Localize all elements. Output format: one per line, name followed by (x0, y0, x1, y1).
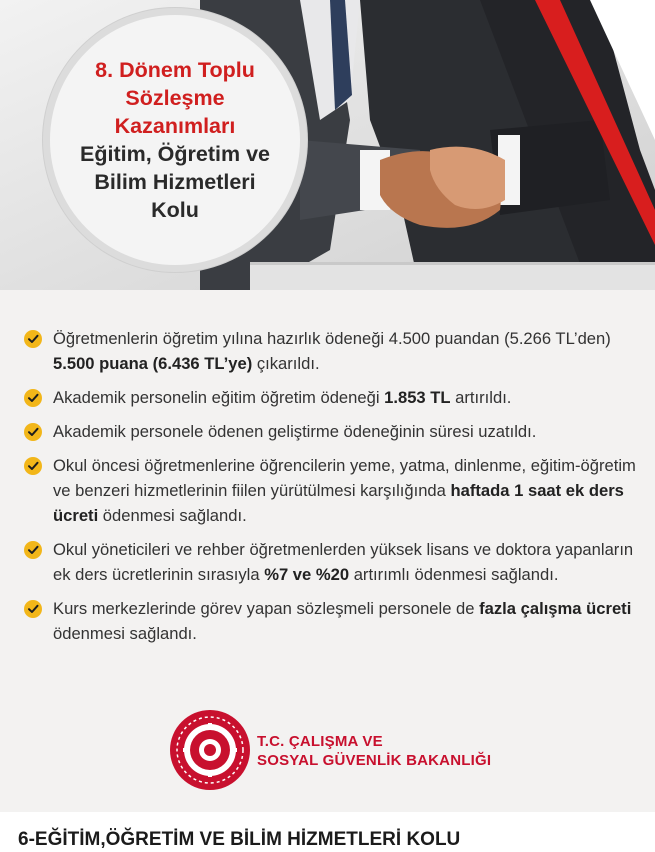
item-text-end: çıkarıldı. (252, 354, 320, 373)
item-text: Okul yöneticileri ve rehber öğretmenlerden yüksek lisans ve doktora yapanların ek ders ücretlerinin sırasıyla (53, 540, 634, 584)
title-dark-line-3: Kolu (151, 198, 199, 222)
item-text: Öğretmenlerin öğretim yılına hazırlık ödeneği 4.500 puandan (5.266 TL’den) (53, 329, 611, 348)
item-bold: 5.500 puana (6.436 TL’ye) (53, 354, 253, 373)
hero-banner (0, 0, 655, 290)
item-bold: %7 ve %20 (264, 565, 350, 584)
check-icon (24, 600, 42, 618)
item-text: Okul öncesi öğretmenlerine öğrencilerin yeme, yatma, dinlenme, eğitim-öğretim ve benzeri hizmetlerinin fiilen yürütülmesi karşılığında (53, 456, 636, 500)
ministry-name-line-2: SOSYAL GÜVENLİK BAKANLIĞI (257, 752, 492, 769)
achievements-list (22, 326, 642, 655)
item-text: Akademik personelin eğitim öğretim ödeneği (53, 388, 385, 407)
list-item (22, 537, 642, 587)
item-text-end: artırıldı. (450, 388, 512, 407)
check-icon (24, 330, 42, 348)
ministry-emblem-icon (168, 708, 252, 792)
check-icon (24, 423, 42, 441)
title-badge (43, 8, 307, 272)
list-item (22, 419, 642, 444)
list-item (22, 326, 642, 376)
ministry-name (257, 732, 491, 770)
title-red-line-2: Sözleşme (125, 86, 225, 110)
check-icon (24, 389, 42, 407)
item-text-end: ödenmesi sağlandı. (98, 506, 247, 525)
title-dark-line-1: Eğitim, Öğretim ve (80, 142, 270, 166)
section-heading: 6-EĞİTİM,ÖĞRETİM VE BİLİM HİZMETLERİ KOLU (18, 829, 461, 850)
list-item (22, 385, 642, 410)
item-text: Akademik personele ödenen geliştirme ödeneğinin süresi uzatıldı. (53, 422, 537, 441)
item-text-end: ödenmesi sağlandı. (53, 624, 197, 643)
list-item (22, 596, 642, 646)
title-red-line-1: 8. Dönem Toplu (95, 58, 255, 82)
item-bold: fazla çalışma ücreti (479, 599, 632, 618)
item-bold: haftada 1 saat ek ders ücreti (53, 481, 624, 525)
item-text-end: artırımlı ödenmesi sağlandı. (349, 565, 559, 584)
check-icon (24, 541, 42, 559)
item-bold: 1.853 TL (384, 388, 451, 407)
check-icon (24, 457, 42, 475)
list-item (22, 453, 642, 528)
title-red-line-3: Kazanımları (114, 114, 236, 138)
item-text: Kurs merkezlerinde görev yapan sözleşmeli personele de (53, 599, 480, 618)
title-dark-line-2: Bilim Hizmetleri (94, 170, 256, 194)
ministry-name-line-1: T.C. ÇALIŞMA VE (257, 733, 383, 750)
